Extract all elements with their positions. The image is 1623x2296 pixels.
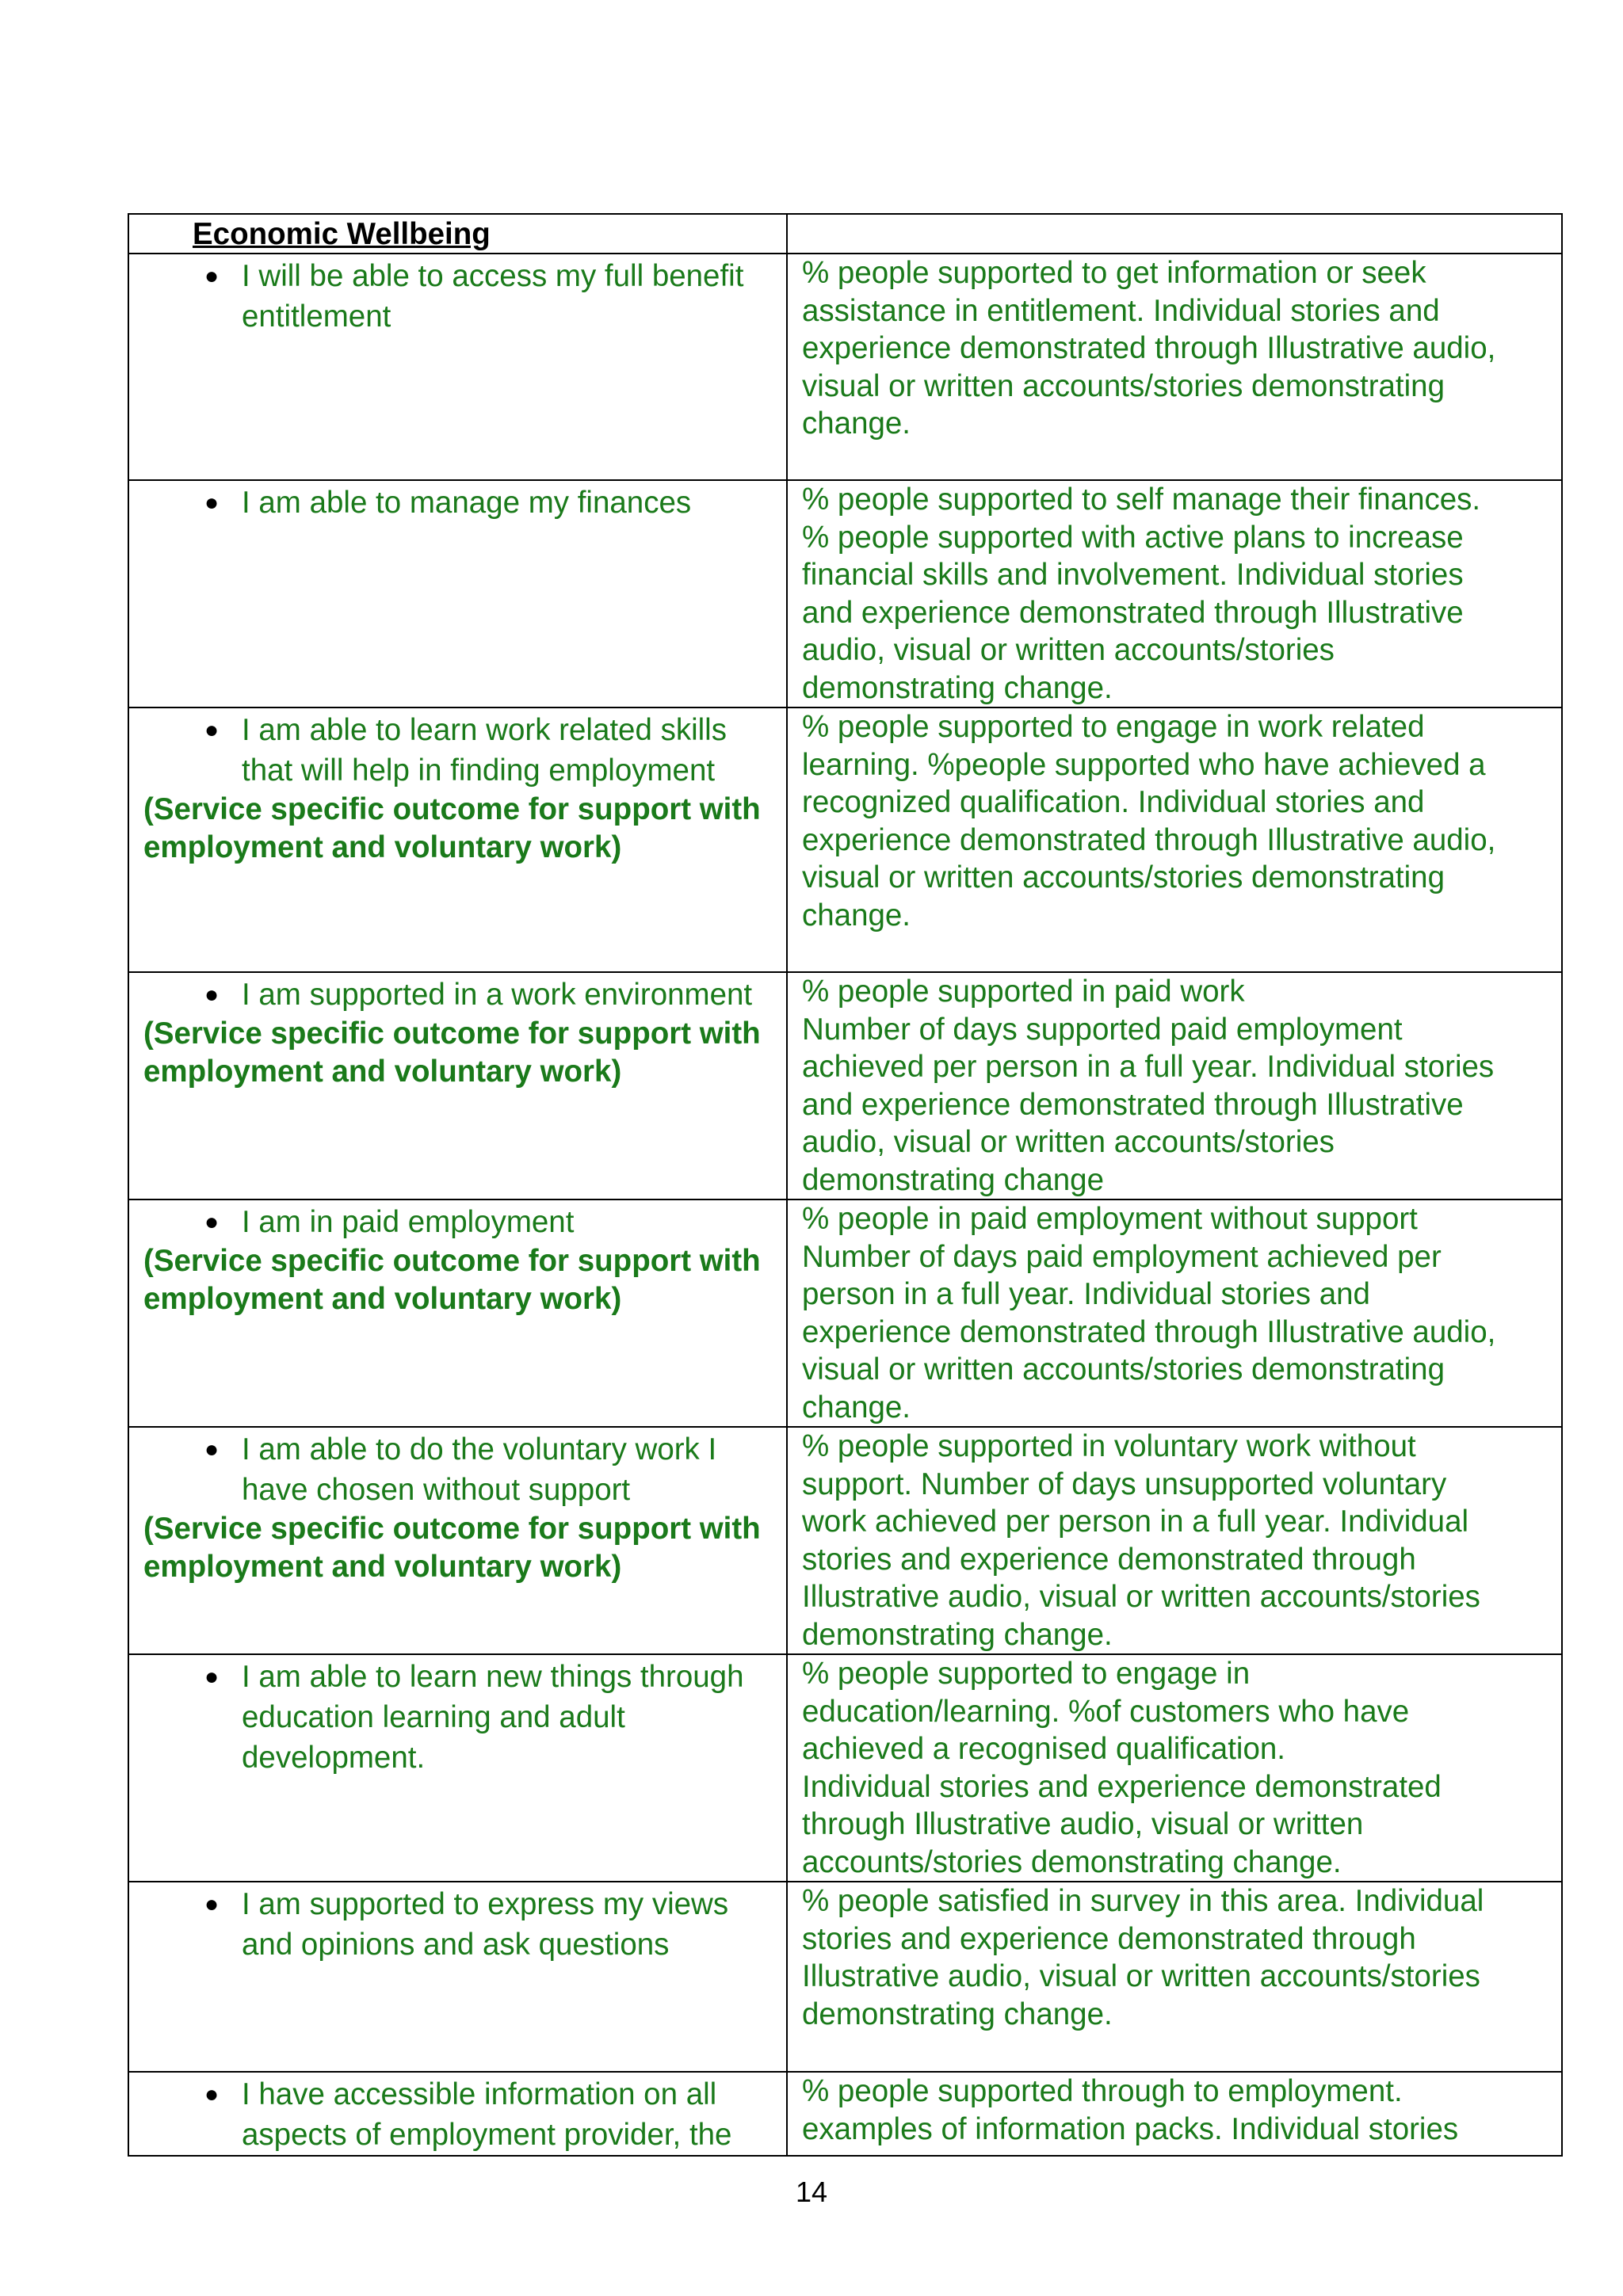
measure-line: % people satisfied in survey in this area. Individual [802, 1884, 1484, 1918]
outcome-text: I will be able to access my full benefit entitlement [242, 259, 744, 334]
outcome-cell [128, 1654, 787, 1882]
measure-line: assistance in entitlement. Individual stories and [802, 293, 1440, 328]
table-row [128, 1427, 1562, 1654]
outcome-bullet [143, 1202, 786, 1242]
measure-line: % people supported to self manage their finances. [802, 482, 1481, 517]
measure-line: stories and experience demonstrated through [802, 1921, 1416, 1956]
bullet-icon: ● [204, 717, 220, 743]
measure-line: experience demonstrated through Illustrative audio, [802, 1314, 1496, 1349]
measure-line: experience demonstrated through Illustrative audio, [802, 822, 1496, 857]
measure-line: change. [802, 406, 911, 441]
outcome-cell [128, 1882, 787, 2072]
bullet-icon: ● [204, 982, 220, 1008]
service-specific-note: (Service specific outcome for support with employment and voluntary work) [143, 1512, 761, 1584]
measure-cell [787, 2072, 1562, 2156]
table-row [128, 972, 1562, 1199]
outcome-text: I am able to do the voluntary work I have chosen without support [242, 1432, 717, 1507]
measure-line: support. Number of days unsupported voluntary [802, 1466, 1447, 1501]
outcome-text: I have accessible information on all aspects of employment provider, the [242, 2077, 732, 2152]
measure-line: % people supported in voluntary work without [802, 1429, 1416, 1463]
outcome-cell [128, 972, 787, 1199]
service-specific-note: (Service specific outcome for support with employment and voluntary work) [143, 1016, 761, 1089]
bullet-icon: ● [204, 263, 220, 289]
measure-line: through Illustrative audio, visual or written [802, 1807, 1364, 1841]
outcome-cell [128, 2072, 787, 2156]
table-row [128, 480, 1562, 707]
measure-line: achieved per person in a full year. Individual stories [802, 1050, 1495, 1084]
service-specific-note: (Service specific outcome for support with employment and voluntary work) [143, 1244, 761, 1316]
measure-line: Illustrative audio, visual or written accounts/stories [802, 1959, 1480, 1993]
measure-line: change. [802, 898, 911, 933]
measure-cell [787, 254, 1562, 480]
outcome-bullet [143, 710, 786, 791]
bullet-icon: ● [204, 490, 220, 516]
measure-line: % people supported through to employment. [802, 2074, 1403, 2108]
measure-line: % people supported to get information or seek [802, 256, 1426, 290]
bullet-icon: ● [204, 1664, 220, 1690]
measure-cell [787, 480, 1562, 707]
outcome-bullet [143, 2074, 786, 2155]
outcome-text: I am supported to express my views and opinions and ask questions [242, 1887, 729, 1962]
outcome-text: I am able to learn new things through education learning and adult development. [242, 1660, 744, 1775]
measure-line: stories and experience demonstrated through [802, 1542, 1416, 1577]
table-row [128, 1654, 1562, 1882]
table-header-row [128, 214, 1562, 254]
outcome-cell [128, 707, 787, 972]
outcome-cell [128, 254, 787, 480]
outcome-cell [128, 1199, 787, 1427]
header-right-cell [787, 214, 1562, 254]
measure-line: demonstrating change. [802, 1617, 1113, 1652]
measure-line: visual or written accounts/stories demonstrating [802, 1352, 1445, 1386]
section-heading-cell [128, 214, 787, 254]
measure-line: recognized qualification. Individual stories and [802, 785, 1425, 819]
measure-line: Number of days paid employment achieved per [802, 1239, 1442, 1274]
measure-cell [787, 1882, 1562, 2072]
section-heading: Economic Wellbeing [193, 217, 491, 251]
measure-line: work achieved per person in a full year. Individual [802, 1505, 1469, 1539]
measure-line: learning. %people supported who have achieved a [802, 747, 1486, 782]
measure-line: person in a full year. Individual stories and [802, 1277, 1370, 1311]
measure-cell [787, 1199, 1562, 1427]
table-row [128, 254, 1562, 480]
outcome-bullet [143, 1884, 786, 1965]
measure-line: demonstrating change. [802, 670, 1113, 705]
outcome-text: I am able to manage my finances [242, 486, 692, 520]
measure-line: Number of days supported paid employment [802, 1012, 1403, 1047]
measure-line: % people supported with active plans to increase [802, 520, 1464, 555]
outcome-bullet [143, 1429, 786, 1510]
measure-line: and experience demonstrated through Illustrative [802, 595, 1464, 630]
measure-line: demonstrating change [802, 1162, 1104, 1197]
outcome-text: I am supported in a work environment [242, 978, 753, 1012]
measure-line: demonstrating change. [802, 1997, 1113, 2031]
measure-line: achieved a recognised qualification. [802, 1732, 1285, 1766]
outcome-bullet [143, 482, 786, 523]
bullet-icon: ● [204, 1891, 220, 1917]
measure-line: % people in paid employment without support [802, 1202, 1418, 1236]
outcome-cell [128, 480, 787, 707]
outcome-text: I am able to learn work related skills that will help in finding employment [242, 713, 727, 788]
measure-cell [787, 1654, 1562, 1882]
measure-cell [787, 707, 1562, 972]
measure-line: % people supported in paid work [802, 974, 1245, 1009]
bullet-icon: ● [204, 2081, 220, 2107]
measure-line: % people supported to engage in [802, 1657, 1251, 1691]
measure-line: accounts/stories demonstrating change. [802, 1844, 1342, 1879]
measure-line: audio, visual or written accounts/stories [802, 633, 1335, 667]
bullet-icon: ● [204, 1209, 220, 1235]
outcome-bullet [143, 1657, 786, 1778]
outcome-bullet [143, 256, 786, 337]
service-specific-note: (Service specific outcome for support with employment and voluntary work) [143, 792, 761, 864]
measure-line: and experience demonstrated through Illustrative [802, 1087, 1464, 1122]
measure-line: Illustrative audio, visual or written accounts/stories [802, 1580, 1480, 1614]
measure-line: Individual stories and experience demonstrated [802, 1769, 1442, 1804]
measure-line: visual or written accounts/stories demonstrating [802, 368, 1445, 403]
measure-line: examples of information packs. Individual stories [802, 2111, 1459, 2146]
bullet-icon: ● [204, 1436, 220, 1463]
outcomes-table [128, 213, 1563, 2157]
outcome-text: I am in paid employment [242, 1205, 575, 1239]
table-row [128, 707, 1562, 972]
measure-line: education/learning. %of customers who have [802, 1694, 1410, 1729]
page-number: 14 [795, 2176, 828, 2208]
measure-line: audio, visual or written accounts/stories [802, 1125, 1335, 1159]
outcome-bullet [143, 974, 786, 1015]
measure-line: visual or written accounts/stories demonstrating [802, 860, 1445, 894]
measure-line: experience demonstrated through Illustrative audio, [802, 331, 1496, 365]
table-row [128, 1199, 1562, 1427]
measure-cell [787, 1427, 1562, 1654]
table-row [128, 1882, 1562, 2072]
table-row [128, 2072, 1562, 2156]
measure-cell [787, 972, 1562, 1199]
measure-line: change. [802, 1390, 911, 1425]
outcome-cell [128, 1427, 787, 1654]
measure-line: % people supported to engage in work related [802, 710, 1425, 744]
measure-line: financial skills and involvement. Individual stories [802, 558, 1464, 592]
